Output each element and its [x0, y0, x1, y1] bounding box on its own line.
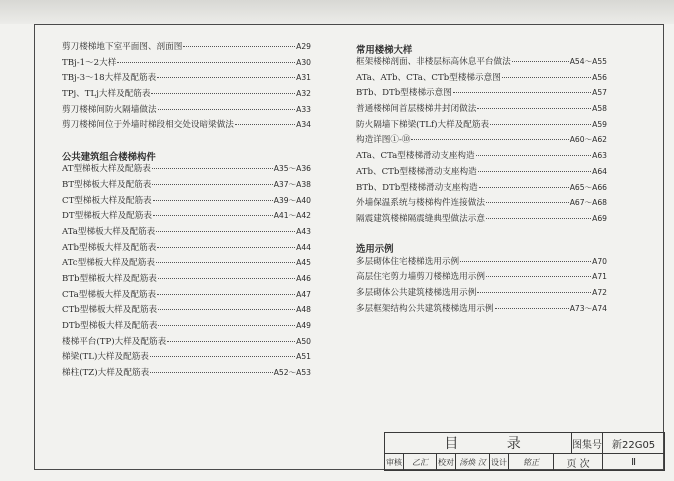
dot-leader — [183, 46, 295, 47]
toc-entry-page: A69 — [592, 213, 607, 223]
dot-leader — [486, 276, 591, 277]
toc-entry — [356, 305, 607, 321]
toc-entry-title: 多层砌体住宅楼梯选用示例 — [356, 256, 460, 267]
dot-leader — [490, 124, 591, 125]
toc-entry-title: 多层框架结构公共建筑楼梯选用示例 — [356, 303, 494, 314]
toc-entry-page: A31 — [296, 73, 311, 83]
dot-leader — [152, 168, 273, 169]
toc-entry — [62, 244, 311, 260]
dot-leader — [156, 231, 295, 232]
dot-leader — [167, 341, 295, 342]
toc-entry — [356, 289, 607, 305]
toc-entry — [356, 152, 607, 168]
toc-entry-page: A39～A40 — [273, 195, 311, 205]
toc-entry — [356, 184, 607, 200]
dot-leader — [158, 325, 295, 326]
dot-leader — [151, 93, 295, 94]
toc-entry-page: A60～A62 — [569, 135, 607, 145]
dot-leader — [502, 77, 591, 78]
dot-leader — [157, 294, 295, 295]
toc-entry — [62, 291, 311, 307]
atlas-label: 图集号 — [571, 433, 602, 453]
toc-entry-title: 剪刀楼梯间位于外墙时梯段相交处设暗梁做法 — [62, 120, 234, 131]
dot-leader — [158, 109, 296, 110]
toc-entry-page: A41～A42 — [273, 211, 311, 221]
toc-entry-title: 隔震建筑楼梯隔震缝典型做法示意 — [356, 213, 485, 224]
toc-entry-title: ATa、ATb、CTa、CTb型楼梯示意图 — [356, 72, 501, 83]
toc-entry-title: 防火隔墙下梯梁(TLf)大样及配筋表 — [356, 119, 490, 130]
dot-leader — [512, 61, 569, 62]
toc-entry-title: 框架楼梯剖面、非楼层标高休息平台做法 — [356, 57, 511, 67]
toc-entry — [356, 258, 607, 274]
toc-entry-title: AT型梯板大样及配筋表 — [62, 164, 151, 175]
toc-entry-page: A64 — [592, 166, 607, 176]
toc-entry — [62, 43, 311, 59]
toc-entry-title: 普通楼梯间首层楼梯井封闭做法 — [356, 104, 477, 115]
toc-entry-title: BTb、DTb型楼梯滑动支座构造 — [356, 182, 478, 193]
toc-entry-title: CTb型梯板大样及配筋表 — [62, 305, 158, 316]
dot-leader — [152, 184, 272, 185]
toc-entry — [62, 322, 311, 338]
toc-entry — [62, 259, 311, 275]
toc-entry — [356, 89, 607, 105]
dot-leader — [153, 215, 273, 216]
toc-entry-title: 梯梁(TL)大样及配筋表 — [62, 352, 149, 363]
toc-entry-title: TPj、TLj大样及配筋表 — [62, 89, 151, 100]
dot-leader — [460, 261, 591, 262]
toc-entry-title: 多层砌体公共建筑楼梯选用示例 — [356, 287, 477, 298]
dot-leader — [235, 124, 295, 125]
toc-entry-title: CTa型梯板大样及配筋表 — [62, 289, 157, 300]
toc-entry — [356, 58, 607, 74]
section-heading: 选用示例 — [356, 244, 394, 256]
contents-right-column — [356, 43, 607, 320]
toc-entry-title: BTb、DTb型楼梯示意图 — [356, 88, 452, 99]
dot-leader — [476, 155, 592, 156]
toc-entry-title: DT型梯板大样及配筋表 — [62, 211, 152, 222]
toc-entry — [62, 197, 311, 213]
toc-entry-title: ATb型梯板大样及配筋表 — [62, 242, 157, 253]
toc-entry-title: 高层住宅剪力墙剪刀楼梯选用示例 — [356, 272, 485, 283]
toc-entry-page: A58 — [592, 104, 607, 114]
toc-entry — [62, 121, 311, 137]
toc-entry-title: CT型梯板大样及配筋表 — [62, 195, 152, 206]
title-block-title: 目 录 — [385, 433, 603, 454]
check-label: 校对 — [437, 454, 456, 471]
dot-leader — [479, 187, 569, 188]
dot-leader — [453, 92, 591, 93]
toc-entry — [356, 136, 607, 152]
dot-leader — [157, 77, 295, 78]
page-label: 页 次 — [554, 454, 603, 471]
toc-entry-page: A59 — [592, 119, 607, 129]
toc-entry-page: A54～A55 — [569, 57, 607, 66]
toc-entry — [356, 199, 607, 215]
top-scan-band — [0, 0, 674, 24]
toc-entry-page: A57 — [592, 88, 607, 98]
toc-entry-page: A43 — [296, 226, 311, 236]
toc-entry-page: A49 — [296, 321, 311, 330]
dot-leader — [156, 262, 295, 263]
section-heading: 公共建筑组合楼梯构件 — [62, 151, 156, 163]
dot-leader — [486, 218, 591, 219]
toc-entry-page: A71 — [592, 272, 607, 282]
toc-entry — [62, 165, 311, 181]
toc-entry — [356, 168, 607, 184]
design-signature: 铭正 — [509, 454, 554, 471]
dot-leader — [478, 171, 591, 172]
toc-entry-title: ATa型梯板大样及配筋表 — [62, 226, 156, 237]
toc-entry-title: 楼梯平台(TP)大样及配筋表 — [62, 336, 167, 347]
dot-leader — [150, 356, 295, 357]
page-number: Ⅱ — [603, 454, 665, 471]
toc-entry-title: TBj-3～18大样及配筋表 — [62, 73, 157, 84]
toc-entry — [62, 90, 311, 106]
dot-leader — [477, 292, 591, 293]
toc-entry-title: BT型梯板大样及配筋表 — [62, 179, 152, 190]
toc-entry-page: A44 — [296, 242, 311, 252]
dot-leader — [495, 308, 569, 309]
toc-entry-title: 剪刀楼梯间防火隔墙做法 — [62, 104, 157, 115]
toc-entry — [62, 212, 311, 228]
toc-entry-page: A33 — [296, 104, 311, 114]
toc-entry — [356, 273, 607, 289]
dot-leader — [157, 247, 295, 248]
dot-leader — [486, 202, 569, 203]
toc-entry — [62, 74, 311, 90]
toc-entry-page: A63 — [592, 151, 607, 161]
toc-entry-title: 构造详图①-⑩ — [356, 135, 411, 146]
toc-entry-page: A73～A74 — [569, 303, 607, 313]
toc-entry — [356, 215, 607, 231]
dot-leader — [153, 200, 273, 201]
toc-entry-page: A34 — [296, 120, 311, 130]
dot-leader — [477, 108, 591, 109]
toc-entry-page: A35～A36 — [273, 164, 311, 174]
toc-entry-page: A37～A38 — [273, 179, 311, 189]
toc-entry — [62, 369, 311, 385]
toc-entry-title: 梯柱(TZ)大样及配筋表 — [62, 368, 150, 379]
review-signature: 乙汇 — [404, 454, 437, 471]
toc-entry-title: 外墙保温系统与楼梯构件连接做法 — [356, 198, 485, 209]
toc-entry — [356, 105, 607, 121]
toc-entry-page: A56 — [592, 72, 607, 82]
dot-leader — [158, 278, 295, 279]
toc-entry-page: A32 — [296, 89, 311, 99]
dot-leader — [158, 309, 295, 310]
toc-entry-page: A51 — [296, 352, 311, 362]
dot-leader — [117, 62, 295, 63]
toc-entry-title: ATa、CTa型楼梯滑动支座构造 — [356, 151, 475, 162]
toc-entry-page: A48 — [296, 305, 311, 315]
toc-entry-title: BTb型梯板大样及配筋表 — [62, 273, 157, 284]
toc-entry — [62, 353, 311, 369]
dot-leader — [150, 372, 273, 373]
toc-entry — [62, 275, 311, 291]
toc-entry-page: A45 — [296, 258, 311, 268]
toc-entry-title: 剪刀楼梯地下室平面图、剖面图 — [62, 42, 183, 52]
toc-entry-title: TBj-1～2大样 — [62, 57, 117, 68]
toc-entry-page: A29 — [296, 42, 311, 51]
toc-entry-page: A67～A68 — [569, 198, 607, 208]
toc-entry — [62, 181, 311, 197]
toc-entry-page: A47 — [296, 289, 311, 299]
toc-entry-page: A70 — [592, 256, 607, 266]
review-label: 审核 — [385, 454, 404, 471]
design-label: 设计 — [490, 454, 509, 471]
toc-entry-page: A46 — [296, 273, 311, 283]
toc-entry-title: DTb型梯板大样及配筋表 — [62, 321, 158, 331]
toc-entry-title: ATc型梯板大样及配筋表 — [62, 258, 155, 269]
toc-entry — [62, 228, 311, 244]
section-heading: 常用楼梯大样 — [356, 44, 413, 56]
toc-entry-page: A65～A66 — [569, 182, 607, 192]
toc-entry-title: ATb、CTb型楼梯滑动支座构造 — [356, 166, 477, 177]
contents-left-column — [62, 43, 311, 385]
toc-entry-page: A72 — [592, 287, 607, 297]
toc-entry — [62, 306, 311, 322]
check-signature: 汤焕 汉 — [456, 454, 490, 471]
atlas-number: 新22G05 — [603, 433, 665, 454]
toc-entry-page: A50 — [296, 336, 311, 346]
toc-entry-page: A52～A53 — [273, 368, 311, 378]
toc-entry-page: A30 — [296, 57, 311, 67]
dot-leader — [411, 139, 568, 140]
title-block — [384, 432, 665, 471]
